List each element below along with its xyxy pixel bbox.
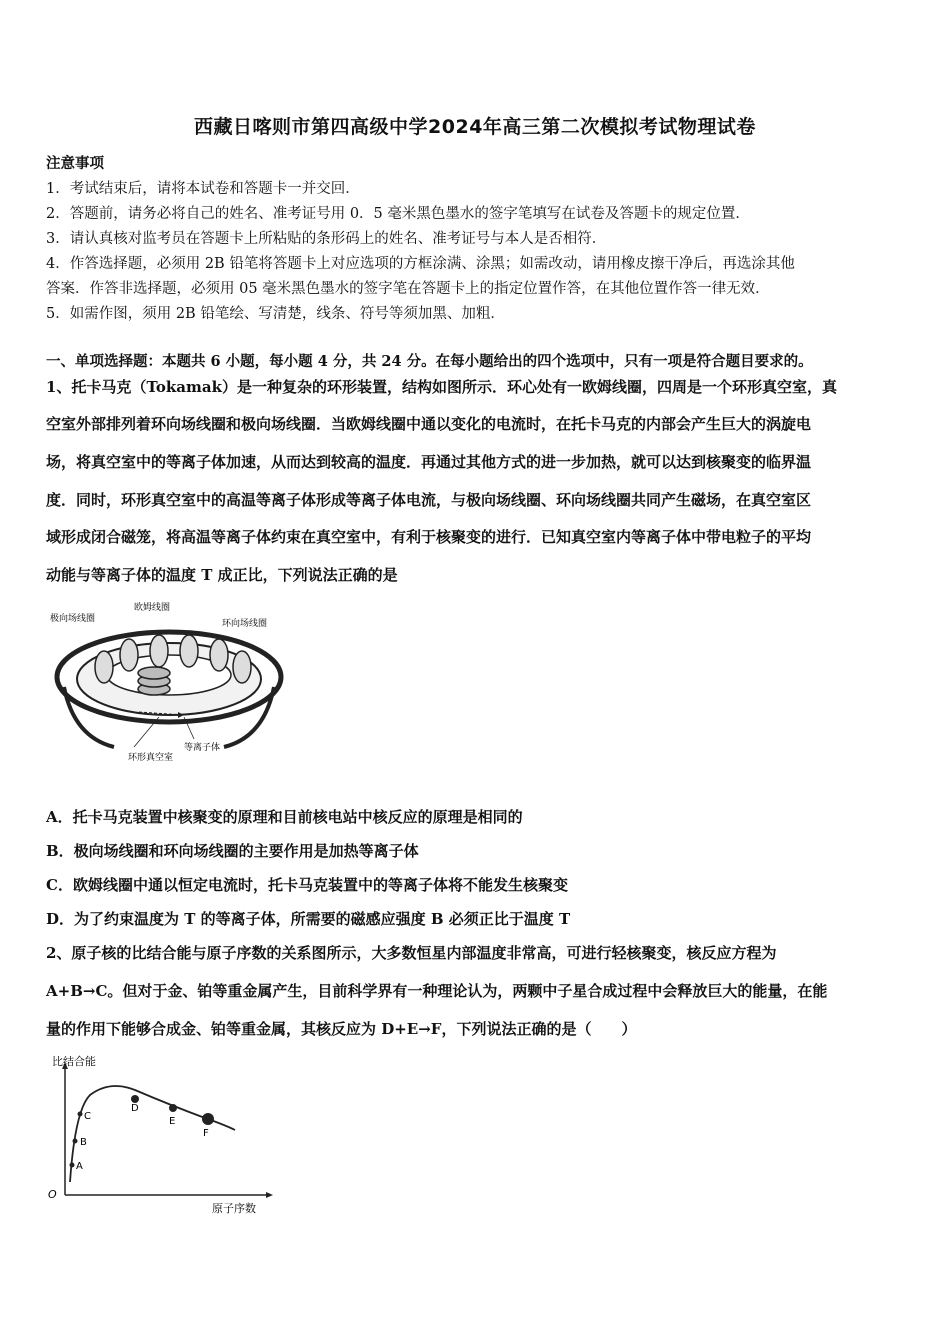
label-vacuum-chamber: 环形真空室 [128,753,174,763]
label-d: D [131,1103,139,1114]
notice-item: 5．如需作图，须用 2B 铅笔绘、写清楚，线条、符号等须加黑、加粗． [46,306,505,322]
notice-heading: 注意事项 [46,155,104,172]
point-f [202,1113,214,1125]
binding-energy-chart [40,1050,280,1220]
question-1-line: 空室外部排列着环向场线圈和极向场线圈．当欧姆线圈中通以变化的电流时，在托卡马克的内部会产生巨大的涡旋电 [46,415,812,433]
label-b: B [80,1137,87,1148]
point-d [131,1095,139,1103]
label-plasma: 等离子体 [184,743,221,753]
point-e [169,1104,177,1112]
notice-item: 3．请认真核对监考员在答题卡上所粘贴的条形码上的姓名、准考证号与本人是否相符． [46,231,607,247]
question-1-line: 1、托卡马克（Tokamak）是一种复杂的环形装置，结构如图所示．环心处有一欧姆线圈，四周是一个环形真空室，真 [46,378,837,396]
notice-item: 1．考试结束后，请将本试卷和答题卡一并交回． [46,181,360,197]
notice-item: 2．答题前，请务必将自己的姓名、准考证号用 0．5 毫米黑色墨水的签字笔填写在试卷及答题卡的规定位置． [46,206,750,222]
question-1-line: 动能与等离子体的温度 T 成正比，下列说法正确的是 [46,566,398,584]
label-ohmic-coil: 欧姆线圈 [134,603,171,613]
label-e: E [169,1116,176,1127]
point-a [70,1163,75,1168]
notice-item: 4．作答选择题，必须用 2B 铅笔将答题卡上对应选项的方框涂满、涂黑；如需改动，请用橡皮擦干净后，再选涂其他 [46,256,795,272]
label-c: C [84,1111,91,1122]
option-c: C．欧姆线圈中通以恒定电流时，托卡马克装置中的等离子体将不能发生核聚变 [46,876,568,894]
x-axis-label: 原子序数 [212,1202,256,1215]
question-1-line: 场，将真空室中的等离子体加速，从而达到较高的温度．再通过其他方式的进一步加热，就可以达到核聚变的临界温 [46,453,812,471]
option-a: A．托卡马克装置中核聚变的原理和目前核电站中核反应的原理是相同的 [46,808,523,826]
label-f: F [203,1128,209,1139]
point-b [73,1139,78,1144]
option-b: B．极向场线圈和环向场线圈的主要作用是加热等离子体 [46,842,419,860]
label-a: A [76,1161,83,1172]
label-poloidal-coil: 极向场线圈 [50,614,96,624]
point-c [78,1112,83,1117]
tokamak-figure [44,597,294,772]
origin-label: O [48,1188,57,1201]
curve [70,1086,235,1182]
question-1-line: 度．同时，环形真空室中的高温等离子体形成等离子体电流，与极向场线圈、环向场线圈共同产生磁场，在真空室区 [46,491,812,509]
notice-item: 答案．作答非选择题，必须用 05 毫米黑色墨水的签字笔在答题卡上的指定位置作答，在其他位置作答一律无效． [46,281,770,297]
question-2-line: 量的作用下能够合成金、铂等重金属，其核反应为 D+E→F，下列说法正确的是（ ） [46,1020,637,1038]
question-1-line: 域形成闭合磁笼，将高温等离子体约束在真空室中，有利于核聚变的进行．已知真空室内等离子体中带电粒子的平均 [46,528,812,546]
page-title: 西藏日喀则市第四高级中学2024年高三第二次模拟考试物理试卷 [194,116,756,138]
option-d: D．为了约束温度为 T 的等离子体，所需要的磁感应强度 B 必须正比于温度 T [46,910,571,928]
label-toroidal-coil: 环向场线圈 [222,619,268,629]
question-2-line: 2、原子核的比结合能与原子序数的关系图所示，大多数恒星内部温度非常高，可进行轻核聚变，核反应方程为 [46,944,777,962]
y-axis-label: 比结合能 [52,1055,96,1068]
question-2-line: A+B→C。但对于金、铂等重金属产生，目前科学界有一种理论认为，两颗中子星合成过程中会释放巨大的能量，在能 [46,982,828,1000]
section-header: 一、单项选择题：本题共 6 小题，每小题 4 分，共 24 分。在每小题给出的四个选项中，只有一项是符合题目要求的。 [46,353,813,370]
